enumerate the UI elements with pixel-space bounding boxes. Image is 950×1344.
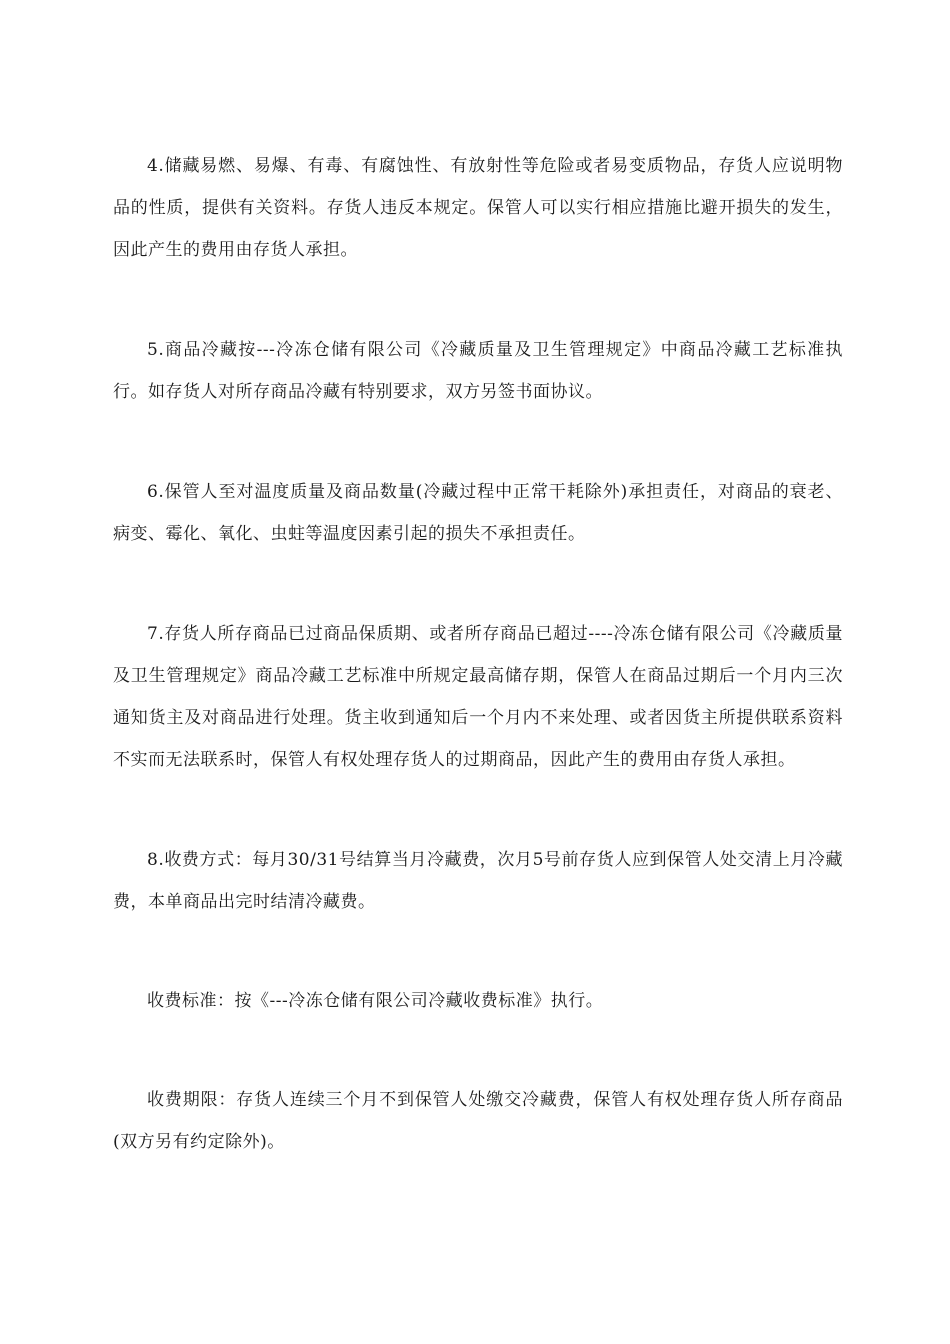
document-body: [113, 145, 843, 1163]
clause-8-payment-method-paragraph: 8.收费方式：每月30/31号结算当月冷藏费，次月5号前存货人应到保管人处交清上月冷藏费，本单商品出完时结清冷藏费。: [113, 850, 843, 912]
clause-5-paragraph: 5.商品冷藏按---冷冻仓储有限公司《冷藏质量及卫生管理规定》中商品冷藏工艺标准执行。如存货人对所存商品冷藏有特别要求，双方另签书面协议。: [113, 340, 843, 402]
fee-term-paragraph: 收费期限：存货人连续三个月不到保管人处缴交冷藏费，保管人有权处理存货人所存商品(双方另有约定除外)。: [113, 1090, 843, 1152]
clause-6-paragraph: 6.保管人至对温度质量及商品数量(冷藏过程中正常干耗除外)承担责任，对商品的衰老、病变、霉化、氧化、虫蛀等温度因素引起的损失不承担责任。: [113, 482, 843, 544]
clause-7-paragraph: 7.存货人所存商品已过商品保质期、或者所存商品已超过----冷冻仓储有限公司《冷藏质量及卫生管理规定》商品冷藏工艺标准中所规定最高储存期，保管人在商品过期后一个月内三次通知货主及对商品进行处理。货主收到通知后一个月内不来处理、或者因货主所提供联系资料不实而无法联系时，保管人有权处理存货人的过期商品，因此产生的费用由存货人承担。: [113, 624, 843, 770]
fee-standard-paragraph: 收费标准：按《---冷冻仓储有限公司冷藏收费标准》执行。: [147, 991, 604, 1011]
clause-4-paragraph: 4.储藏易燃、易爆、有毒、有腐蚀性、有放射性等危险或者易变质物品，存货人应说明物品的性质，提供有关资料。存货人违反本规定。保管人可以实行相应措施比避开损失的发生，因此产生的费用由存货人承担。: [113, 156, 843, 260]
